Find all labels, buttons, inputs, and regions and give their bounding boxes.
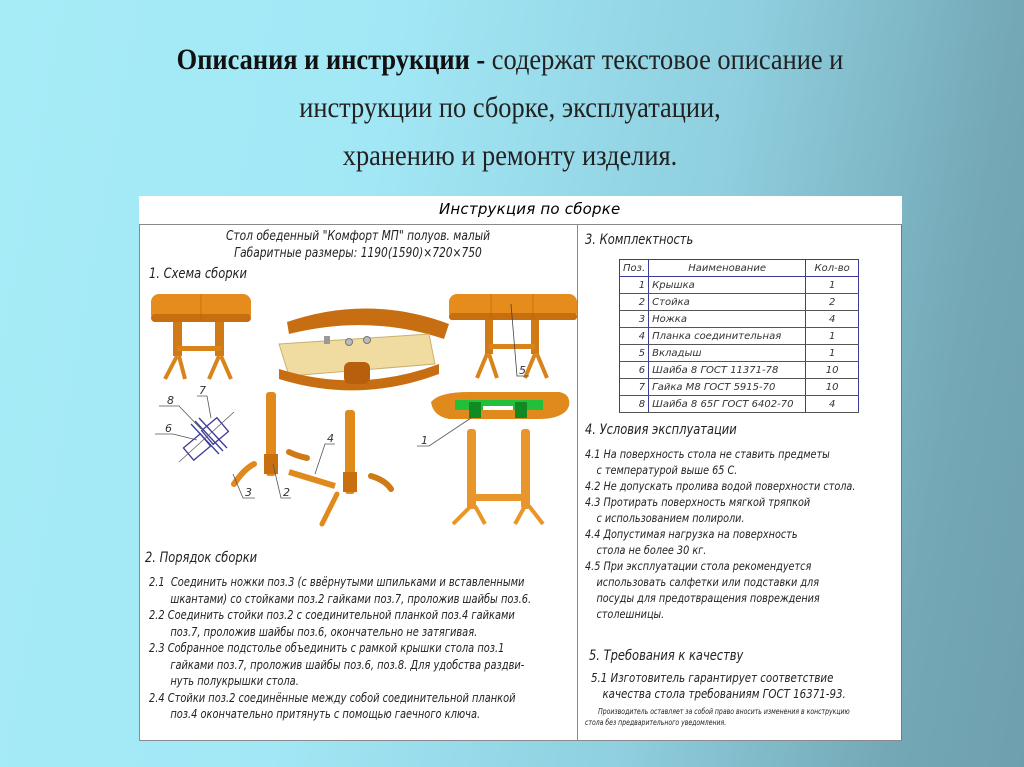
cell-qty: 1 [806, 328, 859, 345]
step-2-3-cont: гайками поз.7, проложив шайбы поз.6, поз.8. Для удобства раздви- [170, 657, 525, 672]
cell-qty: 4 [806, 396, 859, 413]
section2-title: 2. Порядок сборки [145, 550, 258, 566]
fastener-schematic [179, 412, 234, 462]
step-2-2: 2.2 Соединить стойки поз.2 с соединительной планкой поз.4 гайками [149, 608, 515, 622]
table-row [620, 277, 859, 294]
assembly-diagram [139, 284, 577, 556]
step-2-3: 2.3 Собранное подстолье объединить с рамкой крышки стола поз.1 [149, 641, 505, 655]
notice-line2: стола без предварительного уведомления. [585, 718, 727, 727]
instruction-sheet [139, 196, 902, 741]
step-2-4: 2.4 Стойки поз.2 соединённые между собой соединительной планкой [149, 690, 516, 705]
table-header-row [620, 260, 859, 277]
step-2-1: 2.1 Соединить ножки поз.3 (с ввёрнутыми шпильками и вставленными [149, 575, 525, 589]
exploded-parts [234, 392, 391, 524]
slide-title-line3: хранению и ремонту изделия. [342, 139, 678, 172]
callout-3: 3 [245, 486, 252, 499]
quality-5-1: 5.1 Изготовитель гарантирует соответствие [591, 670, 834, 685]
cell-pos: 2 [620, 294, 649, 311]
cell-name: Шайба 8 65Г ГОСТ 6402-70 [649, 396, 806, 413]
table-row [620, 328, 859, 345]
manufacturer-notice [585, 706, 908, 728]
slide-title [96, 36, 923, 180]
cell-qty: 4 [806, 311, 859, 328]
cell-name: Шайба 8 ГОСТ 11371-78 [649, 362, 806, 379]
callout-7: 7 [199, 384, 206, 397]
condition-4-4: 4.4 Допустимая нагрузка на поверхность [585, 527, 798, 541]
step-2-3-cont2: нуть полукрышки стола. [170, 674, 299, 688]
condition-4-5-cont3: столешницы. [596, 607, 665, 621]
operating-conditions [585, 446, 900, 622]
cell-qty: 10 [806, 379, 859, 396]
cell-pos: 5 [620, 345, 649, 362]
cell-name: Гайка М8 ГОСТ 5915-70 [649, 379, 806, 396]
condition-4-4-cont: стола не более 30 кг. [596, 543, 707, 557]
cell-pos: 4 [620, 328, 649, 345]
table-row [620, 294, 859, 311]
cell-name: Крышка [649, 277, 806, 294]
slide-title-bold: Описания и инструкции - [176, 43, 486, 76]
callout-1: 1 [421, 434, 428, 447]
table-illustration-extended [449, 294, 577, 378]
parts-table [619, 259, 859, 413]
header-name: Наименование [649, 260, 806, 277]
cell-pos: 1 [620, 277, 649, 294]
table-top-underside [417, 392, 569, 524]
cell-name: Планка соединительная [649, 328, 806, 345]
condition-4-3-cont: с использованием полироли. [596, 511, 745, 525]
cell-pos: 3 [620, 311, 649, 328]
condition-4-5: 4.5 При эксплуатации стола рекомендуется [585, 559, 812, 573]
condition-4-5-cont2: посуды для предотвращения повреждения [596, 591, 820, 605]
step-2-4-cont: поз.4 окончательно притянуть с помощью гаечного ключа. [170, 707, 481, 721]
cell-pos: 7 [620, 379, 649, 396]
section4-title: 4. Условия эксплуатации [585, 422, 737, 438]
table-illustration-assembled [151, 294, 251, 379]
table-row [620, 379, 859, 396]
sheet-header [139, 196, 902, 224]
product-info [139, 228, 577, 262]
table-illustration-open [279, 308, 449, 390]
table-row [620, 362, 859, 379]
notice-line1: Производитель оставляет за собой право вносить изменения в конструкцию [598, 707, 850, 716]
table-row [620, 345, 859, 362]
parts-table-wrap [619, 259, 859, 413]
table-row [620, 396, 859, 413]
step-2-1-cont: шкантами) со стойками поз.2 гайками поз.7, проложив шайбы поз.6. [170, 591, 532, 606]
header-qty: Кол-во [806, 260, 859, 277]
cell-qty: 1 [806, 277, 859, 294]
cell-name: Вкладыш [649, 345, 806, 362]
callout-8: 8 [167, 394, 174, 407]
condition-4-1: 4.1 На поверхность стола не ставить предметы [585, 447, 830, 461]
condition-4-2: 4.2 Не допускать пролива водой поверхности стола. [585, 479, 856, 493]
callout-4: 4 [327, 432, 334, 445]
header-pos: Поз. [620, 260, 649, 277]
callout-2: 2 [283, 486, 290, 499]
cell-name: Стойка [649, 294, 806, 311]
quality-5-1-cont: качества стола требованиям ГОСТ 16371-93. [602, 686, 846, 701]
slide-title-line1 [96, 36, 923, 84]
product-dimensions: Габаритные размеры: 1190(1590)×720×750 [234, 246, 482, 261]
section5-title: 5. Требования к качеству [589, 648, 744, 664]
condition-4-1-cont: с температурой выше 65 С. [596, 463, 738, 477]
slide-title-rest: содержат текстовое описание и [485, 43, 844, 76]
callout-5: 5 [519, 364, 526, 377]
section1-title: 1. Схема сборки [149, 266, 247, 282]
section3-title: 3. Комплектность [585, 232, 694, 248]
cell-qty: 1 [806, 345, 859, 362]
condition-4-3: 4.3 Протирать поверхность мягкой тряпкой [585, 495, 811, 509]
cell-qty: 2 [806, 294, 859, 311]
cell-name: Ножка [649, 311, 806, 328]
cell-pos: 6 [620, 362, 649, 379]
assembly-steps [149, 574, 579, 723]
product-name: Стол обеденный "Комфорт МП" полуов. малый [225, 229, 491, 244]
condition-4-5-cont: использовать салфетки или подставки для [596, 575, 820, 589]
step-2-2-cont: поз.7, проложив шайбы поз.6, окончательно не затягивая. [170, 624, 478, 639]
quality-requirements [591, 670, 906, 702]
cell-qty: 10 [806, 362, 859, 379]
slide-title-line2: инструкции по сборке, эксплуатации, [299, 91, 721, 124]
cell-pos: 8 [620, 396, 649, 413]
sheet-header-title: Инструкция по сборке [439, 200, 621, 218]
table-row [620, 311, 859, 328]
callout-6: 6 [165, 422, 172, 435]
